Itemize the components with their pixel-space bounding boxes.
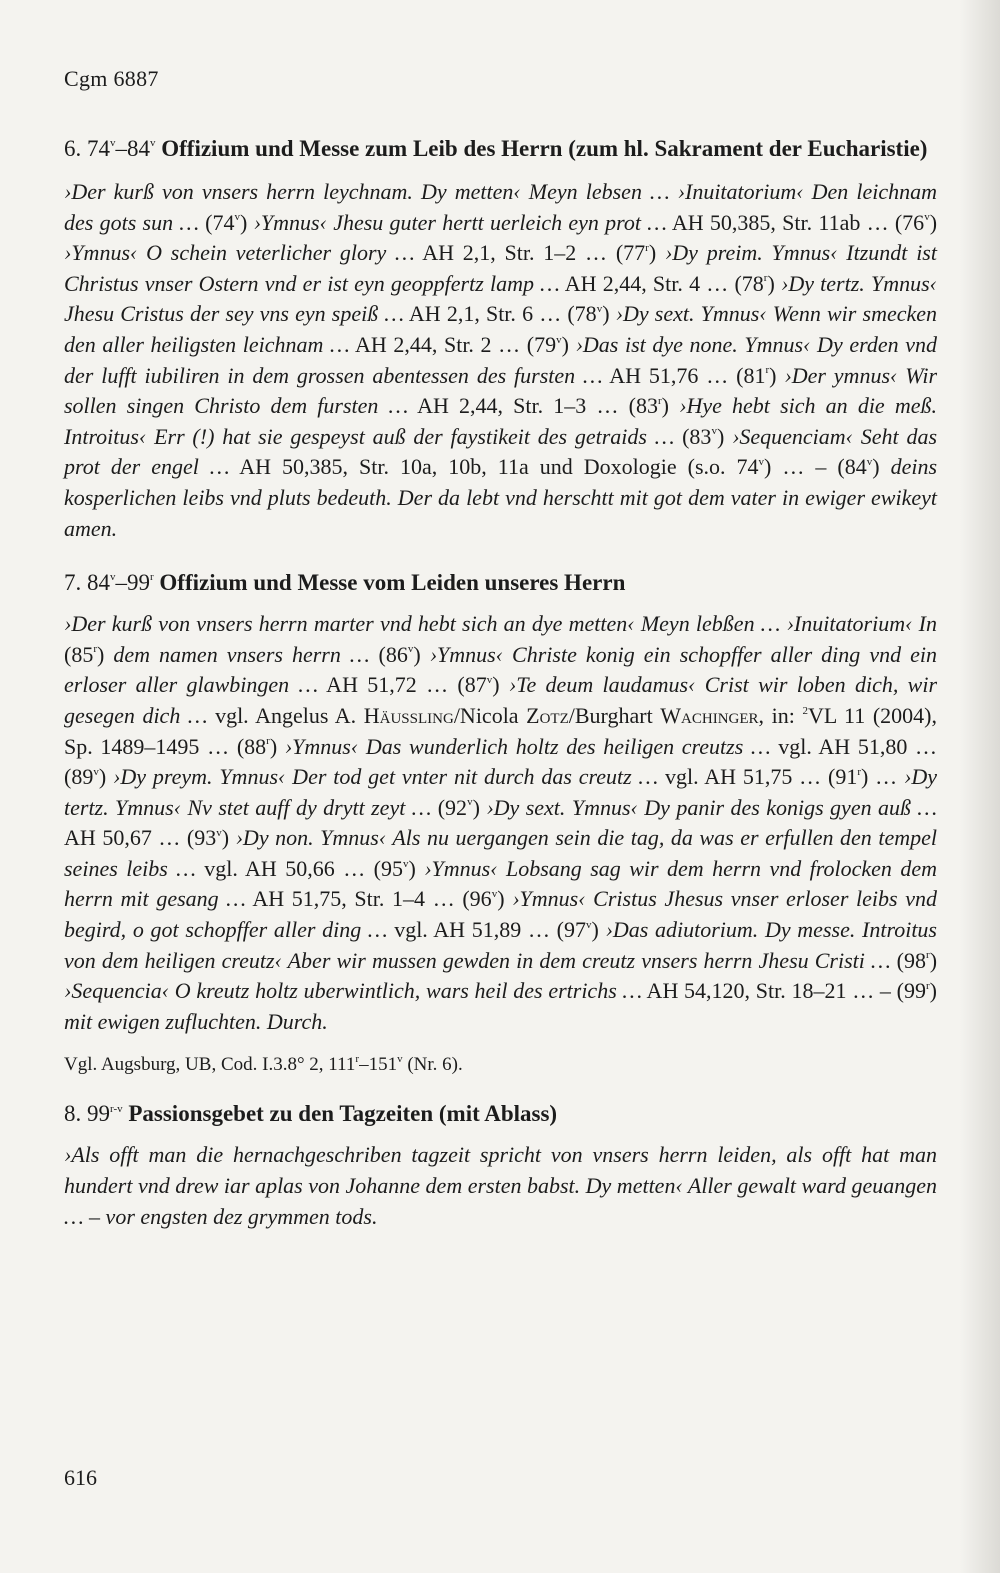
entry-8: [64, 1097, 937, 1232]
running-head: Cgm 6887: [64, 66, 159, 91]
page-edge-shadow: [960, 0, 1000, 1573]
entry-6-folios: 74$^v$–84$^v$: [87, 136, 156, 161]
entry-7-heading: [64, 566, 937, 599]
entry-7-number: 7.: [64, 570, 82, 596]
entry-7-folios: 84$^v$–99$^r$: [87, 570, 154, 596]
entry-8-incipits: ›Als offt man die hernachgeschriben tagzeit spricht von vnsers herrn leiden, als offt hat man hundert vnd drew iar aplas von Johanne dem ersten babst. Dy metten‹ Aller gewalt ward geuangen … – vor engsten dez grymmen tods.: [64, 1142, 937, 1229]
entry-8-folios: 99$^{r-v}$: [87, 1101, 123, 1127]
entry-7-incipits: ›Der kurß von vnsers herrn marter vnd hebt sich an dye metten‹ Meyn lebßen … ›Inuitatorium‹ In (85$^r$) dem namen vnsers herrn … (86$^v$) ›Ymnus‹ Christe konig ein schopffer aller ding vnd ein erloser aller glawbingen … AH 51,72 … (87$^v$) ›Te deum laudamus‹ Crist wir loben dich, wir gesegen dich … vgl. Angelus A. Häussling/Nicola Zotz/Burghart Wachinger, in: $^2$VL 11 (2004), Sp. 1489–1495 … (88$^r$) ›Ymnus‹ Das wunderlich holtz des heiligen creutzs … vgl. AH 51,80 … (89$^v$) ›Dy preym. Ymnus‹ Der tod get vnter nit durch das creutz … vgl. AH 51,75 … (91$^r$) … ›Dy tertz. Ymnus‹ Nv stet auff dy drytt zeyt … (92$^v$) ›Dy sext. Ymnus‹ Dy panir des konigs gyen auß … AH 50,67 … (93$^v$) ›Dy non. Ymnus‹ Als nu uergangen sein die tag, da was er erfullen den tempel seines leibs … vgl. AH 50,66 … (95$^v$) ›Ymnus‹ Lobsang sag wir dem herrn vnd frolocken dem herrn mit gesang … AH 51,75, Str. 1–4 … (96$^v$) ›Ymnus‹ Cristus Jhesus vnser erloser leibs vnd begird, o got schopffer aller ding … vgl. AH 51,89 … (97$^v$) ›Das adiutorium. Dy messe. Introitus von dem heiligen creutz‹ Aber wir mussen gewden in dem creutz vnsers herrn Jhesu Cristi … (98$^r$) ›Sequencia‹ O kreutz holtz uberwintlich, wars heil des ertrichs … AH 54,120, Str. 18–21 … – (99$^r$) mit ewigen zufluchten. Durch.: [64, 611, 938, 1034]
page-number: 616: [64, 1465, 97, 1490]
entry-6-heading: [64, 132, 937, 165]
entry-8-number: 8.: [64, 1101, 82, 1127]
entry-7-title: Offizium und Messe vom Leiden unseres Herrn: [159, 570, 626, 596]
entry-8-title: Passionsgebet zu den Tagzeiten (mit Ablass): [128, 1101, 558, 1127]
entry-6-title: Offizium und Messe zum Leib des Herrn (zum hl. Sakrament der Eucharistie): [161, 136, 928, 161]
entry-7-comparison-note: Vgl. Augsburg, UB, Cod. I.3.8° 2, 111$^r$–151$^v$ (Nr. 6).: [64, 1053, 463, 1076]
entry-8-heading: [64, 1097, 937, 1130]
entry-6: [64, 132, 937, 544]
page-content: [64, 66, 937, 1232]
entry-6-number: 6.: [64, 136, 82, 161]
entry-7: [64, 566, 937, 1079]
entry-6-incipits: ›Der kurß von vnsers herrn leychnam. Dy metten‹ Meyn lebsen … ›Inuitatorium‹ Den leichnam des gots sun … (74$^v$) ›Ymnus‹ Jhesu guter hertt uerleich eyn prot … AH 50,385, Str. 11ab … (76$^v$) ›Ymnus‹ O schein veterlicher glory … AH 2,1, Str. 1–2 … (77$^r$) ›Dy preim. Ymnus‹ Itzundt ist Christus vnser Ostern vnd er ist eyn geoppfertz lamp … AH 2,44, Str. 4 … (78$^r$) ›Dy tertz. Ymnus‹ Jhesu Cristus der sey vns eyn speiß … AH 2,1, Str. 6 … (78$^v$) ›Dy sext. Ymnus‹ Wenn wir smecken den aller heiligsten leichnam … AH 2,44, Str. 2 … (79$^v$) ›Das ist dye none. Ymnus‹ Dy erden vnd der lufft iubiliren in dem grossen abentessen des fursten … AH 51,76 … (81$^r$) ›Der ymnus‹ Wir sollen singen Christo dem fursten … AH 2,44, Str. 1–3 … (83$^r$) ›Hye hebt sich an die meß. Introitus‹ Err (!) hat sie gespeyst auß der faystikeit des getraids … (83$^v$) ›Sequenciam‹ Seht das prot der engel … AH 50,385, Str. 10a, 10b, 11a und Doxologie (s.o. 74$^v$) … – (84$^v$) deins kosperlichen leibs vnd pluts bedeuth. Der da lebt vnd herschtt mit got dem vater in ewiger ewikeyt amen.: [64, 179, 938, 541]
